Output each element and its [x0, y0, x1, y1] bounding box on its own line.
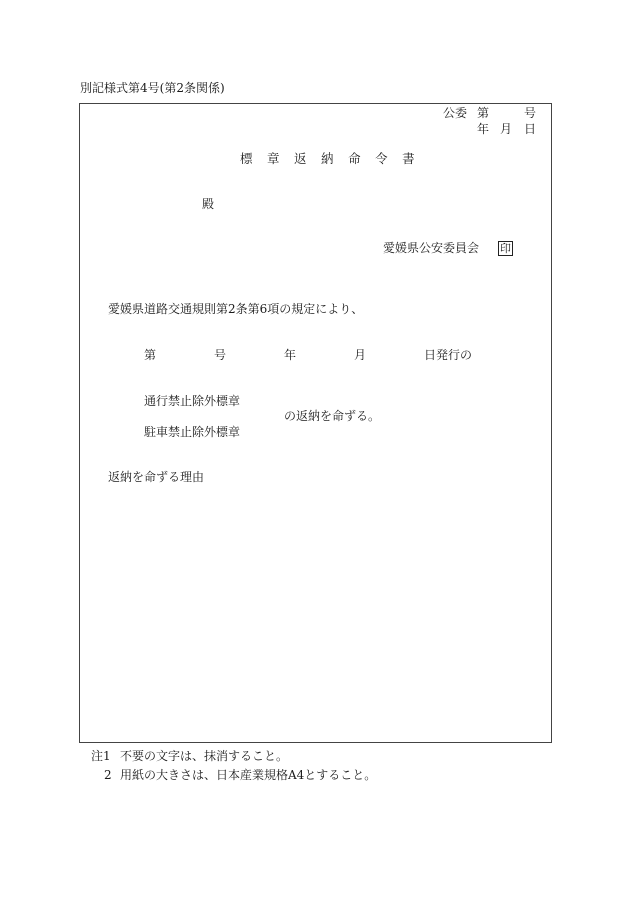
issue-day-label: 日発行の — [424, 348, 473, 362]
addressee-suffix: 殿 — [202, 197, 215, 211]
date-year-label: 年 — [477, 122, 490, 136]
issue-month-label: 月 — [354, 348, 367, 362]
note-label: 注1 — [91, 749, 111, 763]
sign-type-parking: 駐車禁止除外標章 — [144, 425, 241, 439]
issue-number-prefix: 第 — [144, 348, 157, 362]
date-day-label: 日 — [524, 122, 537, 136]
note-text: 不要の文字は、抹消すること。 — [120, 749, 289, 763]
sign-type-traffic: 通行禁止除外標章 — [144, 394, 241, 408]
title-char: 命 — [348, 151, 361, 166]
form-label: 別記様式第4号(第2条関係) — [80, 81, 225, 95]
document-title — [240, 153, 415, 166]
number-prefix: 第 — [477, 106, 490, 120]
reason-label: 返納を命ずる理由 — [108, 470, 205, 484]
issue-number-suffix: 号 — [214, 348, 227, 362]
title-char: 章 — [267, 151, 280, 166]
title-char: 納 — [321, 151, 334, 166]
issue-year-label: 年 — [284, 348, 297, 362]
number-suffix: 号 — [524, 106, 537, 120]
title-char: 令 — [375, 151, 388, 166]
title-char: 標 — [240, 151, 253, 166]
title-char: 書 — [402, 151, 415, 166]
issuer-name: 愛媛県公安委員会 — [383, 241, 480, 255]
date-month-label: 月 — [500, 122, 513, 136]
office-label: 公委 — [443, 106, 468, 120]
title-char: 返 — [294, 151, 307, 166]
return-order-text: の返納を命ずる。 — [284, 409, 381, 423]
note-label: 2 — [104, 768, 112, 782]
note-text: 用紙の大きさは、日本産業規格A4とすること。 — [120, 768, 377, 782]
seal-mark: 印 — [500, 242, 511, 255]
form-frame — [79, 103, 552, 743]
regulation-text: 愛媛県道路交通規則第2条第6項の規定により、 — [108, 302, 364, 316]
